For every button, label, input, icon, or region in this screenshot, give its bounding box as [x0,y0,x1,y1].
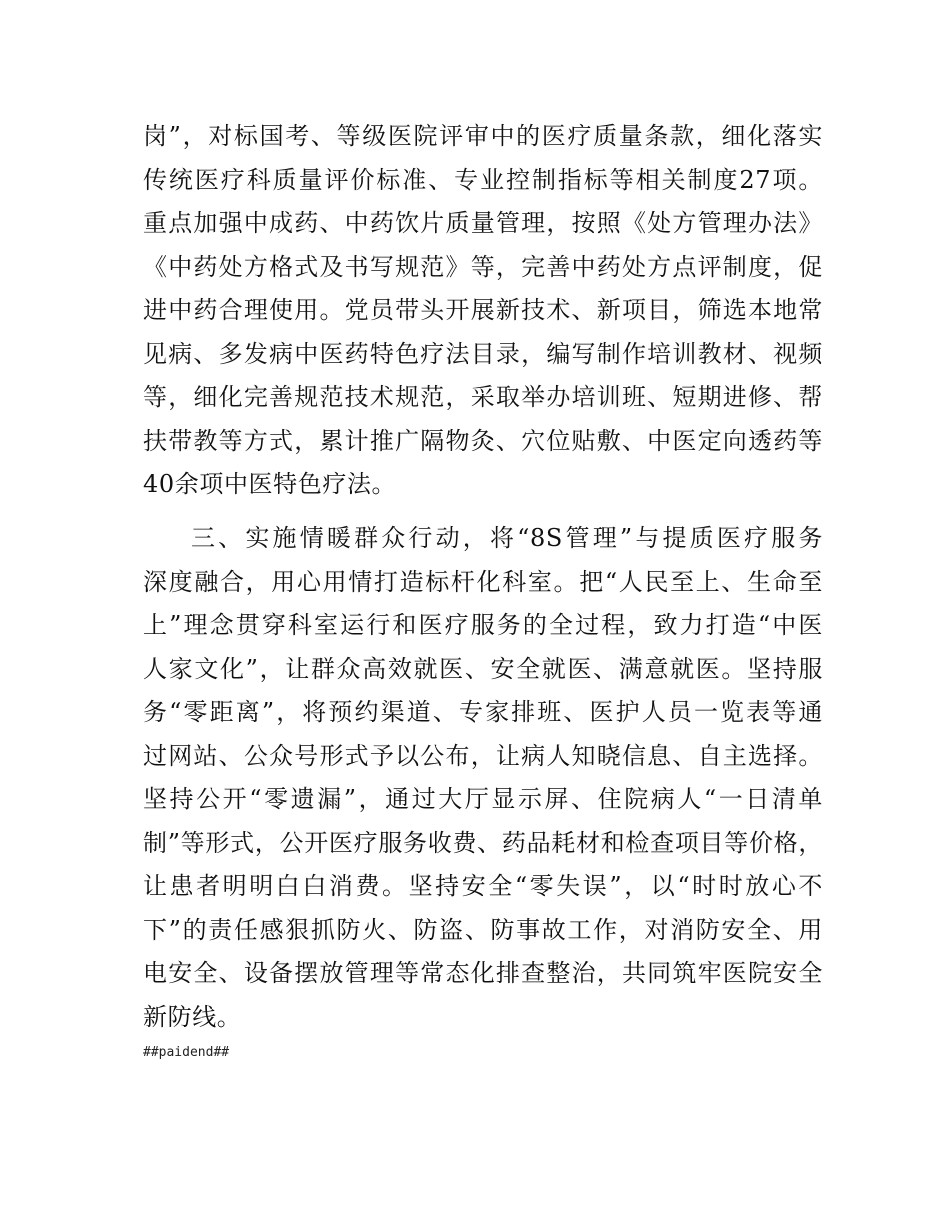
text-line: 40余项中医特色疗法。 [143,470,397,498]
paragraph-section-three [143,517,823,1039]
text-line: 见病、多发病中医药特色疗法目录，编写制作培训教材、视频 [143,339,823,368]
text-line: 新防线。 [143,1002,242,1031]
text-line: 制”等形式，公开医疗服务收费、药品耗材和检查项目等价格， [143,828,823,857]
text-line: 上”理念贯穿科室运行和医疗服务的全过程，致力打造“中医 [143,611,823,639]
text-line: 《中药处方格式及书写规范》等，完善中药处方点评制度，促 [143,252,823,281]
text-line: 三、实施情暖群众行动，将“8S管理”与提质医疗服务 [191,524,823,552]
text-line: 传统医疗科质量评价标准、专业控制指标等相关制度27项。 [143,165,823,194]
text-line: 等，细化完善规范技术规范，采取举办培训班、短期进修、帮 [143,383,823,411]
text-line: 岗”，对标国考、等级医院评审中的医疗质量条款，细化落实 [143,122,823,150]
text-line: 务“零距离”，将预约渠道、专家排班、医护人员一览表等通 [143,698,823,726]
end-marker: ##paidend## [143,1045,230,1060]
text-line: 重点加强中成药、中药饮片质量管理，按照《处方管理办法》 [143,209,823,237]
text-line: 进中药合理使用。党员带头开展新技术、新项目，筛选本地常 [143,296,823,324]
text-line: 深度融合，用心用情打造标杆化科室。把“人民至上、生命至 [143,567,823,596]
text-line: 扶带教等方式，累计推广隔物灸、穴位贴敷、中医定向透药等 [143,426,823,455]
text-line: 坚持公开“零遗漏”，通过大厅显示屏、住院病人“一日清单 [143,785,823,813]
text-line: 过网站、公众号形式予以公布，让病人知晓信息、自主选择。 [143,741,823,770]
text-line: 人家文化”，让群众高效就医、安全就医、满意就医。坚持服 [143,654,823,683]
text-line: 下”的责任感狠抓防火、防盗、防事故工作，对消防安全、用 [143,915,823,944]
text-line: 让患者明明白白消费。坚持安全“零失误”，以“时时放心不 [143,872,823,900]
text-line: 电安全、设备摆放管理等常态化排查整治，共同筑牢医院安全 [143,959,823,987]
paragraph-quality-management [143,115,823,507]
